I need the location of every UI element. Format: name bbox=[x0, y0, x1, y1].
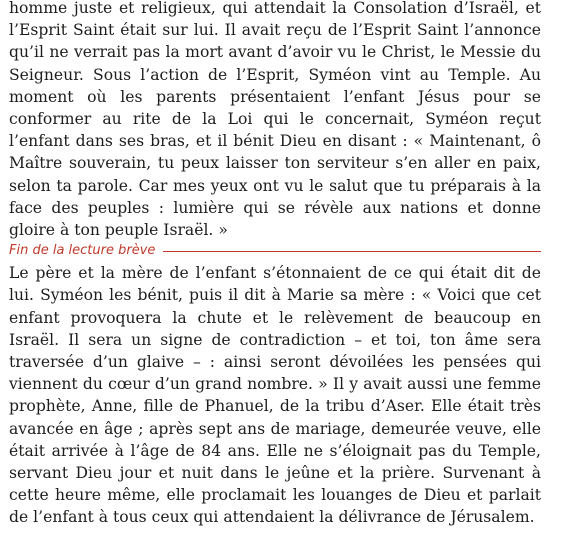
rubric-divider bbox=[163, 251, 541, 252]
short-reading-end-label: Fin de la lecture brève bbox=[9, 243, 156, 259]
reading-paragraph-1: homme juste et religieux, qui attendait la Consolation d’Israël, et l’Esprit Saint était sur lui. Il avait reçu de l’Esprit Saint l’annonce qu’il ne verrait pas la mort avant d’avoir vu le Christ, le Messie du Seigneur. Sous l’action de l’Esprit, Syméon vint au Temple. Au moment où les parents présentaient l’enfant Jésus pour se conformer au rite de la Loi qui le concernait, Syméon reçut l’enfant dans ses bras, et il bénit Dieu en disant : « Maintenant, ô Maître souverain, tu peux laisser ton serviteur s’en aller en paix, selon ta parole. Car mes yeux ont vu le salut que tu préparais à la face des peuples : lumière qui se révèle aux nations et donne gloire à ton peuple Israël. » bbox=[9, 0, 541, 240]
reading-paragraph-2: Le père et la mère de l’enfant s’étonnaient de ce qui était dit de lui. Syméon les bénit, puis il dit à Marie sa mère : « Voici que cet enfant provoquera la chute et le relèvement de beaucoup en Israël. Il sera un signe de contradiction – et toi, ton âme sera traversée d’un glaive – : ainsi seront dévoilées les pensées qui viennent du cœur d’un grand nombre. » Il y avait aussi une femme prophète, Anne, fille de Phanuel, de la tribu d’Aser. Elle était très avancée en âge ; après sept ans de mariage, demeurée veuve, elle était arrivée à l’âge de 84 ans. Elle ne s’éloignait pas du Temple, servant Dieu jour et nuit dans le jeûne et la prière. Survenant à cette heure même, elle proclamait les louanges de Dieu et parlait de l’enfant à tous ceux qui attendaient la délivrance de Jérusalem. bbox=[9, 264, 541, 527]
short-reading-end-rubric bbox=[9, 242, 541, 260]
reading-text bbox=[9, 0, 541, 529]
